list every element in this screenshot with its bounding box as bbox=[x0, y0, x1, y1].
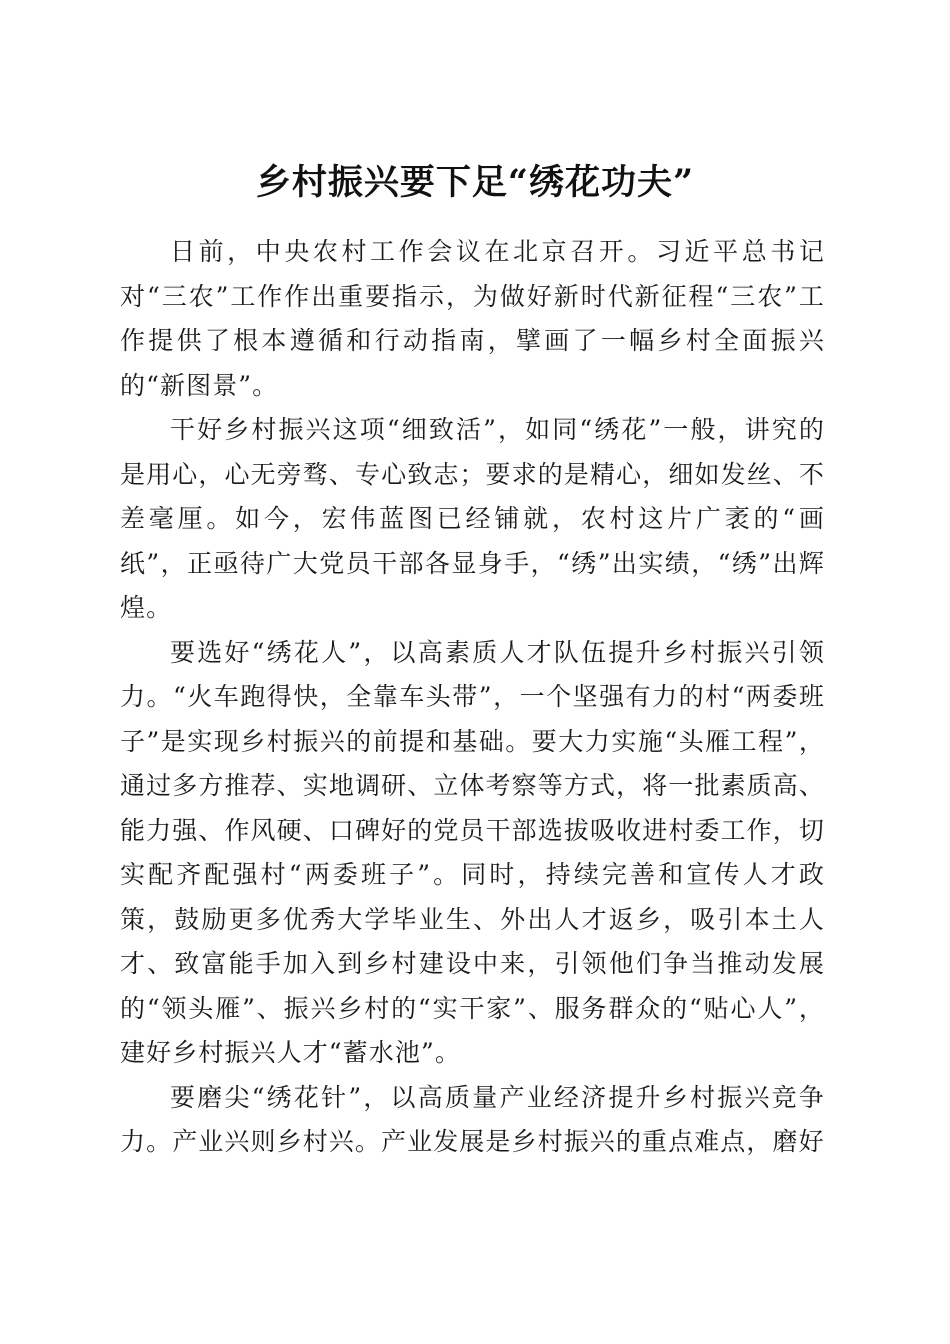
document-title: 乡村振兴要下足“绣花功夫” bbox=[255, 162, 695, 204]
document-body bbox=[120, 230, 825, 1230]
paragraph-4: 要磨尖“绣花针”，以高质量产业经济提升乡村振兴竞争力。产业兴则乡村兴。产业发展是乡村振兴的重点难点，磨好 bbox=[120, 1082, 825, 1156]
paragraph-3: 要选好“绣花人”，以高素质人才队伍提升乡村振兴引领力。“火车跑得快，全靠车头带”，一个坚强有力的村“两委班子”是实现乡村振兴的前提和基础。要大力实施“头雁工程”，通过多方推荐、实地调研、立体考察等方式，将一批素质高、能力强、作风硬、口碑好的党员干部选拔吸收进村委工作，切实配齐配强村“两委班子”。同时，持续完善和宣传人才政策，鼓励更多优秀大学毕业生、外出人才返乡，吸引本土人才、致富能手加入到乡村建设中来，引领他们争当推动发展的“领头雁”、振兴乡村的“实干家”、服务群众的“贴心人”，建好乡村振兴人才“蓄水池”。 bbox=[120, 637, 825, 1067]
paragraph-2: 干好乡村振兴这项“细致活”，如同“绣花”一般，讲究的是用心，心无旁骛、专心致志；要求的是精心，细如发丝、不差毫厘。如今，宏伟蓝图已经铺就，农村这片广袤的“画纸”，正亟待广大党员干部各显身手，“绣”出实绩，“绣”出辉煌。 bbox=[120, 415, 825, 622]
paragraph-1: 日前，中央农村工作会议在北京召开。习近平总书记对“三农”工作作出重要指示，为做好新时代新征程“三农”工作提供了根本遵循和行动指南，擘画了一幅乡村全面振兴的“新图景”。 bbox=[120, 237, 825, 400]
